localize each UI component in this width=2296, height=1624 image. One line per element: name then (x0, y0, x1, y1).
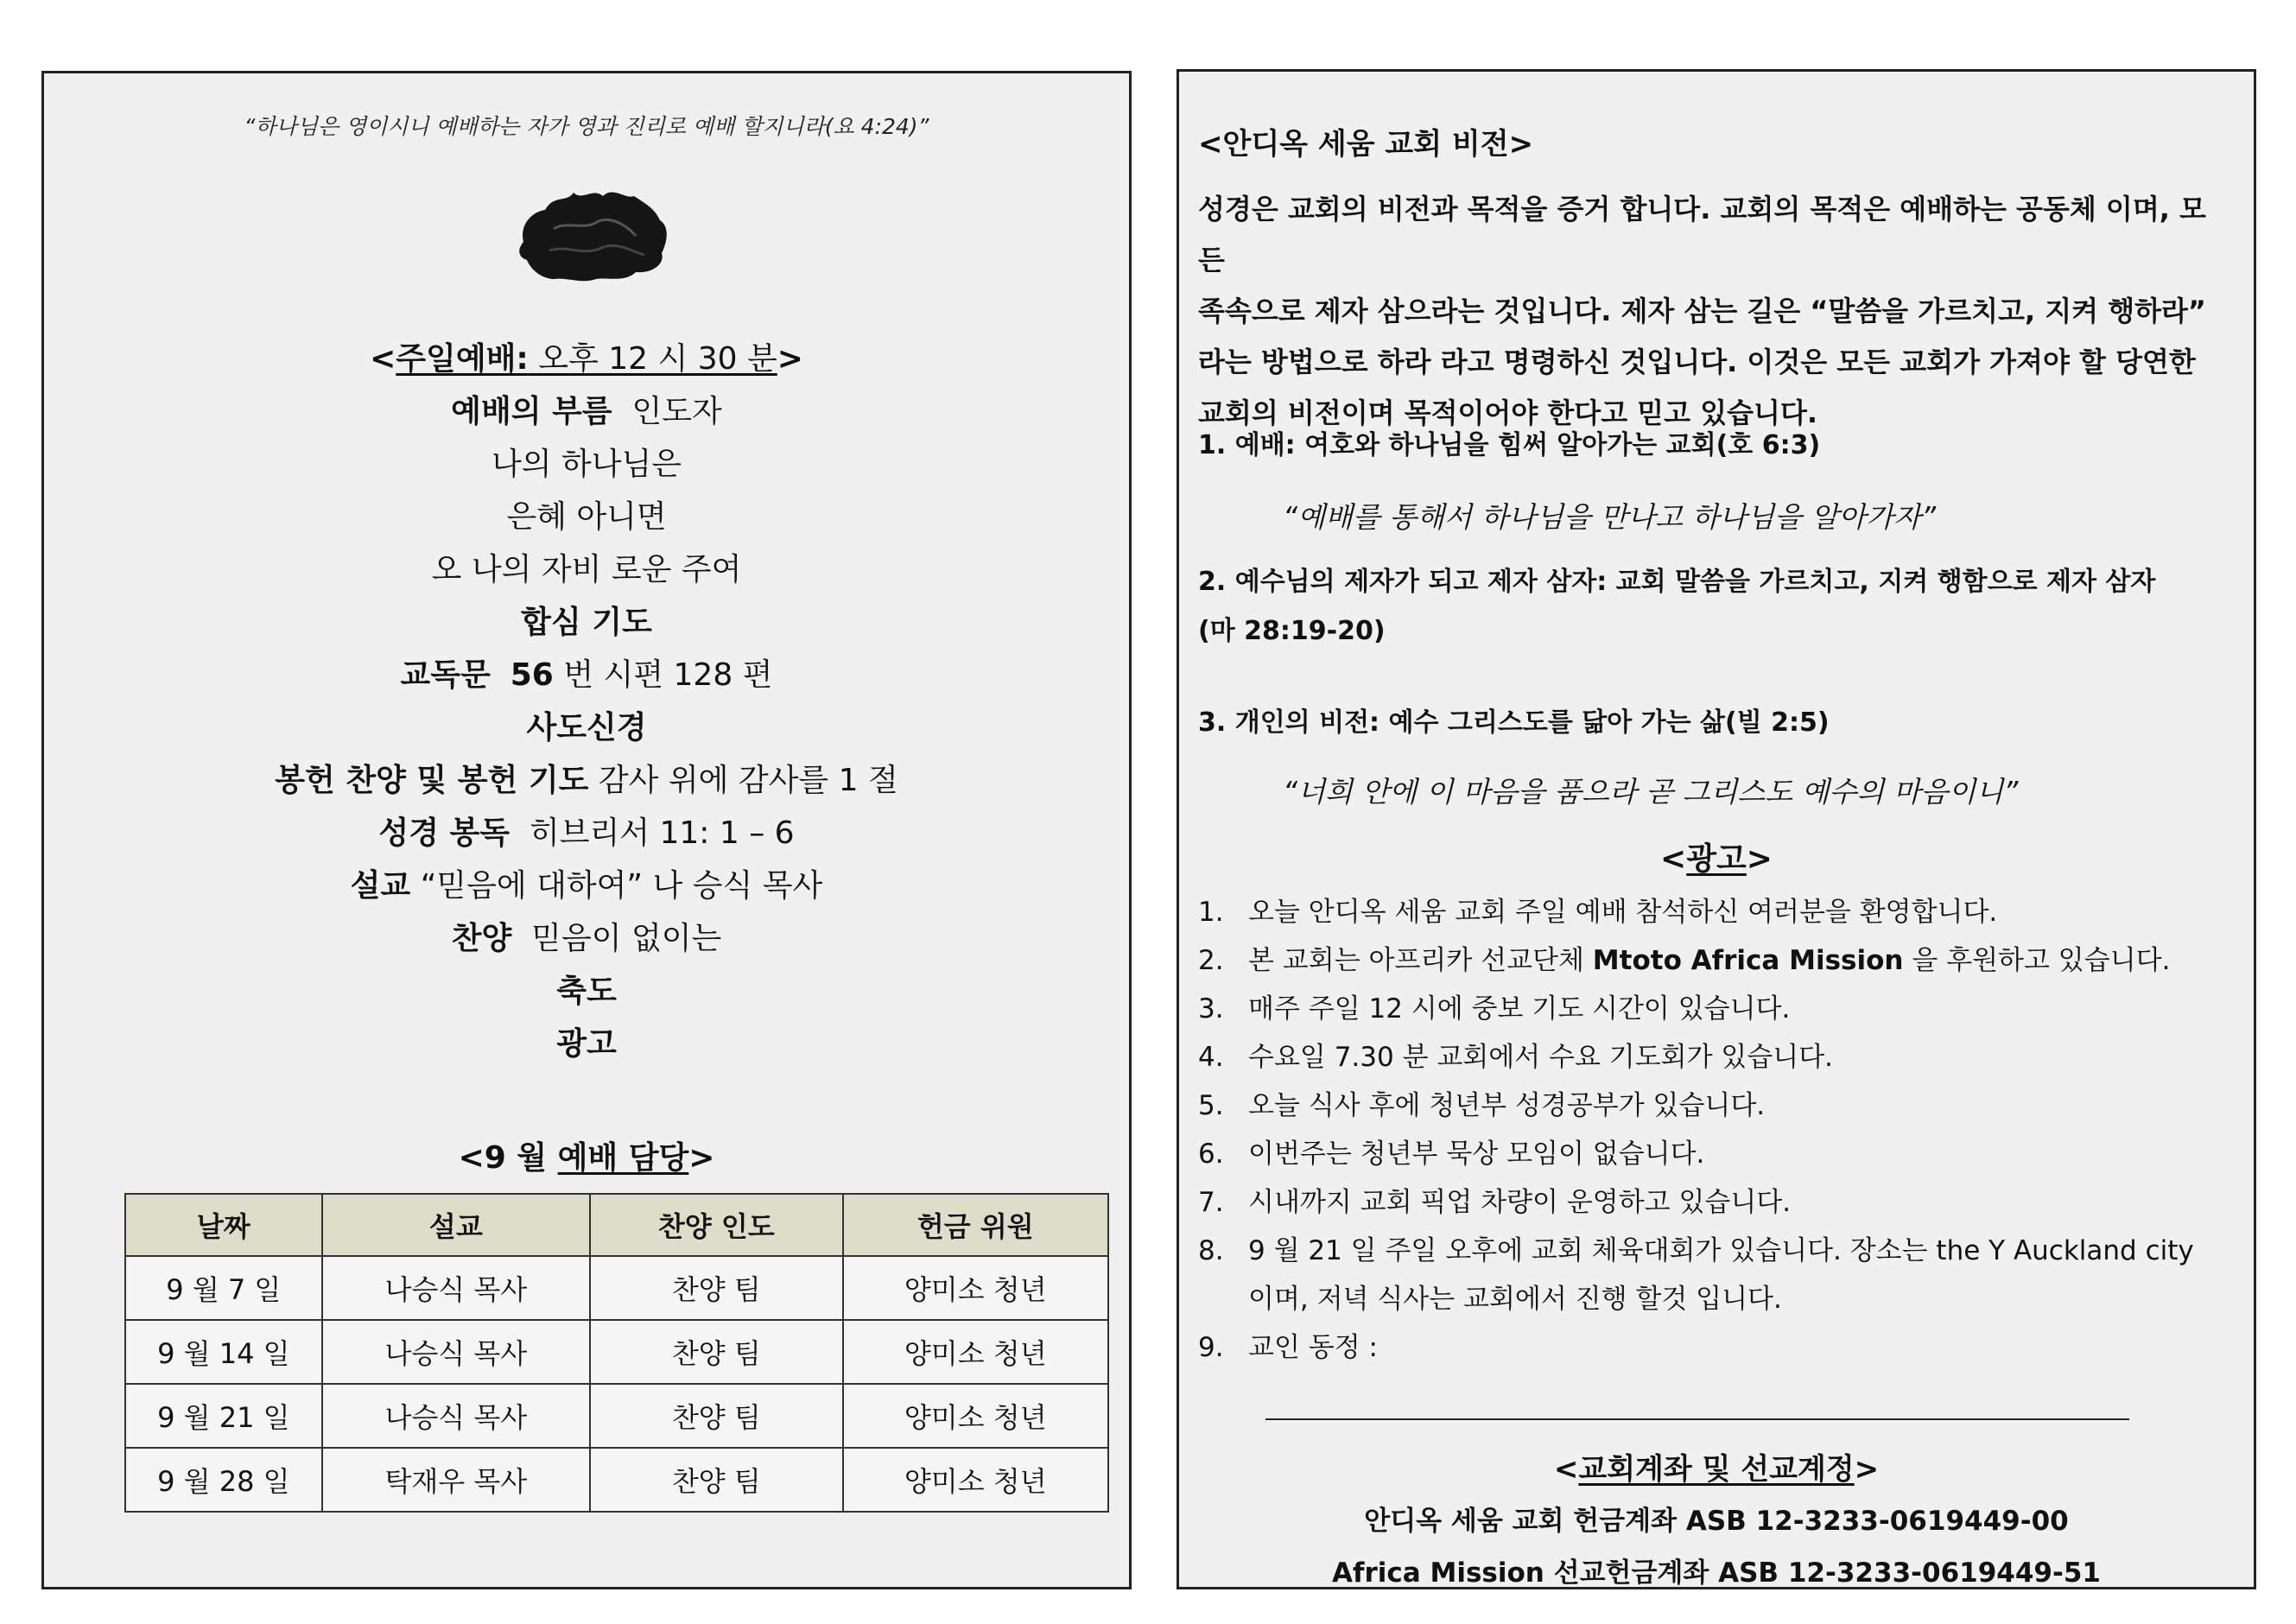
order-hymn-1: 나의 하나님은 (491, 447, 682, 482)
table-row (125, 1384, 1108, 1448)
church-account: 안디옥 세움 교회 헌금계좌 ASB 12-3233-0619449-00 (1364, 1506, 2069, 1537)
list-item: 7. 시내까지 교회 픽업 차량이 운영하고 있습니다. (1198, 1187, 1792, 1218)
cell-preacher: 나승식 목사 (322, 1320, 590, 1384)
worship-schedule-table (124, 1193, 1109, 1513)
vision-quote-1: “예배를 통해서 하나님을 만나고 하나님을 알아가자” (1283, 500, 1937, 534)
cell-offering: 양미소 청년 (843, 1384, 1108, 1448)
list-item: 5. 오늘 식사 후에 청년부 성경공부가 있습니다. (1198, 1090, 1766, 1121)
vision-title: <안디옥 세움 교회 비전> (1198, 127, 1534, 162)
cell-preacher: 나승식 목사 (322, 1384, 590, 1448)
cell-preacher: 나승식 목사 (322, 1256, 590, 1320)
cell-date: 9 월 21 일 (125, 1384, 322, 1448)
order-call-to-worship: 예배의 부름 인도자 (451, 394, 722, 429)
cell-praise: 찬양 팀 (590, 1384, 842, 1448)
blank-underline (1265, 1418, 2129, 1420)
order-responsive-reading: 교독문 56 번 시편 128 편 (400, 657, 773, 693)
announcements-list (1198, 888, 2228, 1420)
header-date: 날짜 (125, 1194, 322, 1256)
accounts-title: <교회계좌 및 선교계정> (1553, 1452, 1880, 1487)
cell-offering: 양미소 청년 (843, 1256, 1108, 1320)
service-label: 주일예배: (396, 341, 529, 377)
order-creed: 사도신경 (526, 710, 647, 745)
table-header-row (125, 1194, 1108, 1256)
list-item: 9. 교인 동정 : (1198, 1323, 2228, 1420)
list-item: 3. 매주 주일 12 시에 중보 기도 시간이 있습니다. (1198, 993, 1791, 1025)
vision-item-2: 2. 예수님의 제자가 되고 제자 삼자: 교회 말씀을 가르치고, 지켜 행함으로 제자 삼자 (마 28:19-20) (1198, 567, 2156, 646)
mission-account: Africa Mission 선교헌금계좌 ASB 12-3233-0619449-51 (1332, 1557, 2101, 1589)
order-praise: 찬양 믿음이 없이는 (451, 921, 722, 956)
vision-body: 성경은 교회의 비전과 목적을 증거 합니다. 교회의 목적은 예배하는 공동체 이며, 모든 족속으로 제자 삼으라는 것입니다. 제자 삼는 길은 “말씀을 가르치고, 지켜 행하라” 라는 방법으로 하라 라고 명령하신 것입니다. 이것은 모든 교회가 가져야 할 당연한 교회의 비전이며 목적이어야 한다고 믿고 있습니다. (1198, 193, 2206, 429)
cell-praise: 찬양 팀 (590, 1256, 842, 1320)
cell-date: 9 월 7 일 (125, 1256, 322, 1320)
list-item: 8. 9 월 21 일 주일 오후에 교회 체육대회가 있습니다. 장소는 the Y Auckland city 이며, 저녁 식사는 교회에서 진행 할것 입니다. (1198, 1235, 2194, 1315)
right-page-bulletin (1177, 69, 2256, 1589)
left-page-bulletin (41, 71, 1132, 1589)
worship-order (44, 333, 1129, 1070)
table-row (125, 1256, 1108, 1320)
order-sermon: 설교 “믿음에 대하여” 나 승식 목사 (350, 868, 823, 904)
vision-item-1: 1. 예배: 여호와 하나님을 힘써 알아가는 교회(호 6:3) (1198, 430, 1821, 460)
order-offering: 봉헌 찬양 및 봉헌 기도 감사 위에 감사를 1 절 (275, 763, 898, 798)
vision-item-3: 3. 개인의 비전: 예수 그리스도를 닮아 가는 삶(빌 2:5) (1198, 707, 1830, 738)
cell-date: 9 월 14 일 (125, 1320, 322, 1384)
order-prayer: 합심 기도 (521, 605, 652, 640)
cell-offering: 양미소 청년 (843, 1320, 1108, 1384)
announcements-title: <광고> (1660, 841, 1773, 877)
table-row (125, 1320, 1108, 1384)
list-item: 2. 본 교회는 아프리카 선교단체 Mtoto Africa Mission 을 후원하고 있습니다. (1198, 945, 2171, 976)
order-benediction: 축도 (556, 974, 617, 1009)
cell-date: 9 월 28 일 (125, 1448, 322, 1512)
scripture-verse: “하나님은 영이시니 예배하는 자가 영과 진리로 예배 할지니라(요 4:24)” (244, 114, 929, 139)
header-sermon: 설교 (322, 1194, 590, 1256)
header-praise-leader: 찬양 인도 (590, 1194, 842, 1256)
cell-praise: 찬양 팀 (590, 1320, 842, 1384)
cell-offering: 양미소 청년 (843, 1448, 1108, 1512)
order-hymn-3: 오 나의 자비 로운 주여 (431, 552, 742, 587)
order-scripture-reading: 성경 봉독 히브리서 11: 1 – 6 (378, 815, 795, 851)
vision-quote-3: “너희 안에 이 마음을 품으라 곧 그리스도 예수의 마음이니” (1283, 775, 2019, 809)
cell-praise: 찬양 팀 (590, 1448, 842, 1512)
schedule-title: <9 월 예배 담당> (458, 1140, 715, 1176)
service-time-header: <주일예배: 오후 12 시 30 분> (370, 341, 803, 377)
header-offering-committee: 헌금 위원 (843, 1194, 1108, 1256)
church-logo-icon (506, 177, 679, 289)
list-item: 6. 이번주는 청년부 묵상 모임이 없습니다. (1198, 1139, 1705, 1170)
order-hymn-2: 은혜 아니면 (506, 499, 667, 535)
list-item: 4. 수요일 7.30 분 교회에서 수요 기도회가 있습니다. (1198, 1042, 1834, 1073)
service-time: 오후 12 시 30 분 (528, 341, 777, 377)
cell-preacher: 탁재우 목사 (322, 1448, 590, 1512)
order-announcements: 광고 (556, 1026, 617, 1062)
table-row (125, 1448, 1108, 1512)
list-item: 1. 오늘 안디옥 세움 교회 주일 예배 참석하신 여러분을 환영합니다. (1198, 897, 1998, 928)
